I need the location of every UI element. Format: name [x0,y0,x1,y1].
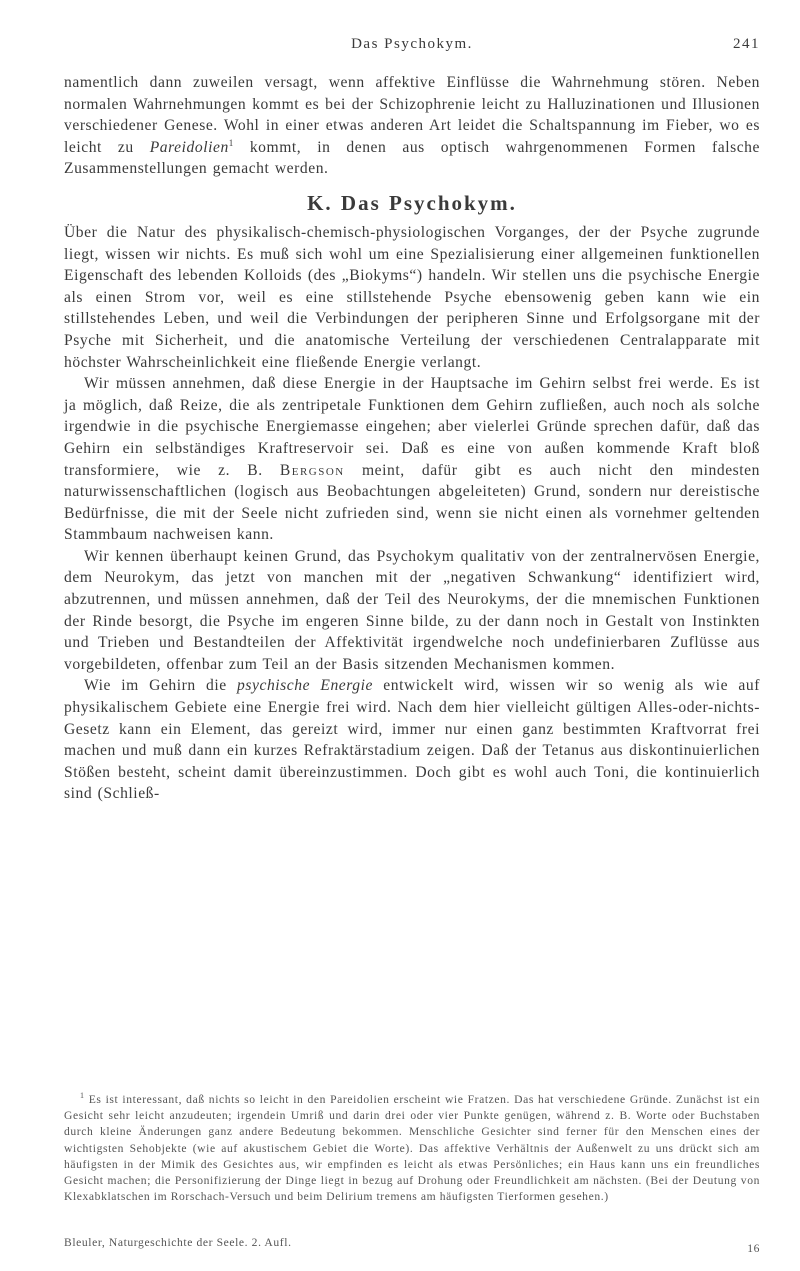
continuation-text-end: kommt, in denen aus optisch wahrgenommenen Formen falsche Zusammenstellungen gemacht werden. [64,138,760,178]
signature-mark: 16 [747,1242,760,1255]
running-head [64,36,760,58]
book-page [64,0,760,1271]
footnote-paragraph [64,1092,760,1205]
book-source: Bleuler, Naturgeschichte der Seele. 2. Aufl. [64,1236,292,1249]
section-title: Das Psychokym. [340,190,517,215]
section-number: K. [307,190,333,215]
body-text [64,72,760,805]
author-name-bergson: Bergson [279,461,345,479]
continuation-paragraph [64,72,760,180]
paragraph-4-text-end: entwickelt wird, wissen wir so wenig als wie auf physikalischem Gebiete eine Energie frei wird. Nach dem hier vielleicht gültigen Alles-oder-nichts-Gesetz kann ein Element, das gereizt wird, immer nur einen ganz bestimmten Kraftvorrat frei machen und muß dann ein kurzes Refraktärstadium zeigen. Daß der Tetanus aus diskontinuierlichen Stößen besteht, scheint damit übereinzustimmen. Doch gibt es wohl auch Toni, die kontinuierlich sind (Schließ- [64,677,760,803]
paragraph-3: Wir kennen überhaupt keinen Grund, das Psychokym qualitativ von der zentralnervösen Energie, dem Neurokym, das jetzt von manchen mit der „negativen Schwankung“ identifiziert wird, abzutrennen, und müssen annehmen, daß der Teil des Neurokyms, der die mnemischen Funktionen der Rinde besorgt, die Psyche im engeren Sinne bilde, zu der dann noch in Gestalt von Instinkten und Trieben und Bestandteilen der Affektivität irgendwelche noch undefinierbaren Zuflüsse aus vorgebildeten, offenbar zum Teil an der Basis sitzenden Mechanismen kommen. [64,547,760,673]
footnote-mark: 1 [80,1091,85,1101]
paragraph-1: Über die Natur des physikalisch-chemisch-physiologischen Vorganges, der der Psyche zugrunde liegt, wissen wir nichts. Es muß sich wohl um eine Spezialisierung einer allgemeinen funktionellen Eigenschaft des lebenden Kolloids (des „Biokyms“) handeln. Wir stellen uns die psychische Energie als einen Strom vor, weil es eine stillstehende Psyche ebensowenig geben kann wie ein stillstehendes Leben, und weil die Verbindungen der peripheren Sinne und Erfolgsorgane mit der Psyche mit Sicherheit, und die anatomische Verteilung der verschiedenen Centralapparate mit höchster Wahrscheinlichkeit eine fließende Energie verlangt. [64,223,760,371]
pareidolien-term: Pareidolien [149,138,229,156]
continuation-text: namentlich dann zuweilen versagt, wenn affektive Einflüsse die Wahrnehmung stören. Neben normalen Wahrnehmungen kommt es bei der Schizophrenie leicht zu Halluzinationen und Illusionen verschiedener Genese. Wohl in einer etwas anderen Art leidet die Schaltspannung im Fieber, wo es leicht zu [64,74,760,156]
paragraph-4-text: Wie im Gehirn die [84,677,238,695]
footnote [64,1092,760,1205]
footnote-reference: 1 [228,137,234,148]
paragraph-2-text: Wir müssen annehmen, daß diese Energie in der Hauptsache im Gehirn selbst frei werde. Es ist ja möglich, daß Reize, die als zentripetale Funktionen dem Gehirn zufließen, auch noch als solche irgendwie in die psychische Energiemasse eingehen; aber vielerlei Gründe sprechen dafür, daß das Gehirn ein selbständiges Kraftreservoir sei. Daß es eine von außen kommende Kraft bloß transformiere, wie z. B. [64,375,760,479]
paragraph-4 [64,675,760,805]
bottom-line [64,1236,760,1258]
psychische-energie-term: psychische Energie [237,677,373,695]
paragraph-2 [64,373,760,546]
footnote-text: Es ist interessant, daß nichts so leicht in den Pareidolien erscheint wie Fratzen. Das hat verschiedene Gründe. Zunächst ist ein Gesicht sehr leicht anzudeuten; irgendein Umriß und darin drei oder vier Punkte genügen, während z. B. Worte oder Buchstaben durch kleine Änderungen ganz andere Bedeutung bekommen. Menschliche Gesichter sind ferner für den Menschen eines der wichtigsten Sehobjekte (wie auf akustischem Gebiet die Worte). Das affektive Verhältnis der Außenwelt zu uns drückt sich am häufigsten in der Mimik des Gesichtes aus, wir empfinden es leicht als etwas Persönliches; ein Haus kann uns ein freundliches Gesicht machen; die Personifizierung der Dinge liegt in bezug auf Drohung oder Freundlichkeit am nächsten. (Bei der Deutung von Klexabklatschen im Rorschach-Versuch und beim Delirium tremens am häufigsten Tierformen gesehen.) [64,1093,761,1204]
running-head-title: Das Psychokym. [351,36,473,52]
section-heading [64,190,760,216]
paragraph-2-text-end: meint, dafür gibt es auch nicht den mindesten naturwissenschaftlichen (logisch aus Beobachtungen abgeleiteten) Grund, sondern nur dereistische Bedürfnisse, die mit der Seele nicht zufrieden sind, wenn sie nicht einen als vornehmer geltenden Stammbaum nachweisen kann. [64,461,760,544]
page-number: 241 [733,36,760,52]
